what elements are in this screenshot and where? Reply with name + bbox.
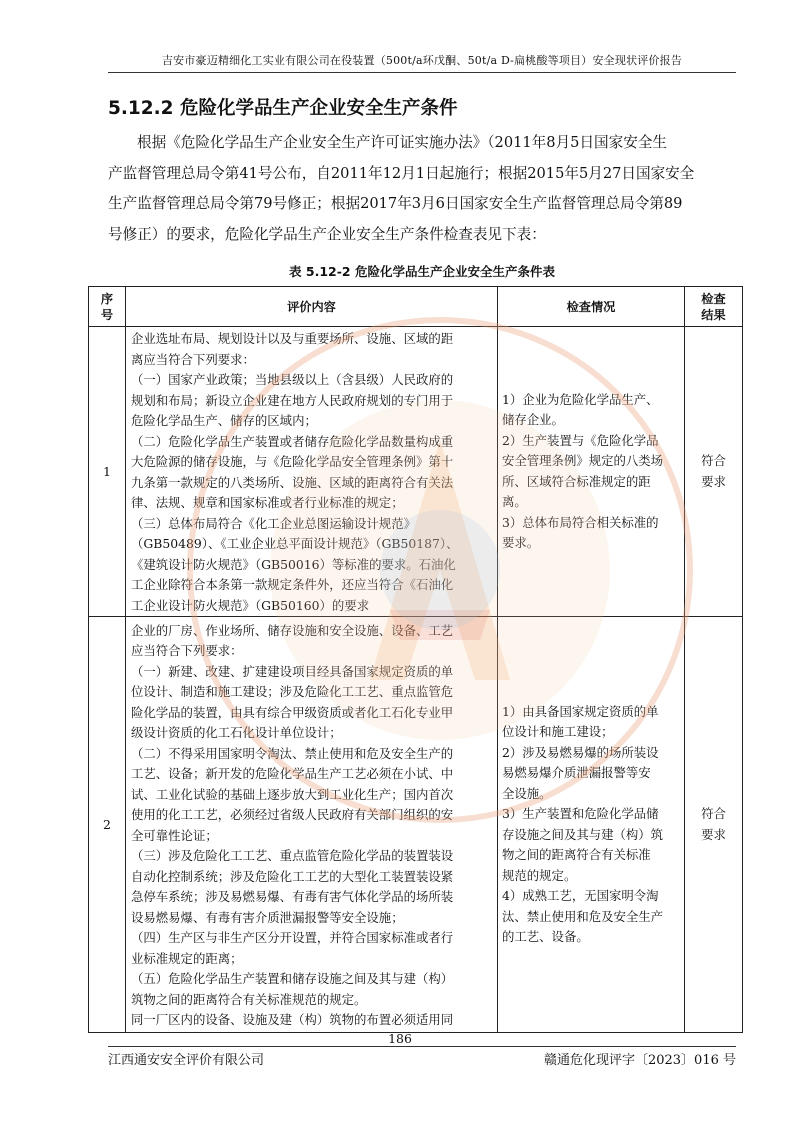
header-content: 评价内容 — [126, 287, 498, 327]
header-status: 检查情况 — [498, 287, 685, 327]
page-number: 186 — [388, 1031, 412, 1046]
status-line: 3）总体布局符合相关标准的 — [502, 514, 659, 530]
content-line: （一）新建、改建、扩建建设项目经具备国家规定资质的单 — [131, 663, 454, 679]
status-line: 存设施之间及其与建（构）筑 — [502, 826, 664, 842]
table-row — [89, 617, 743, 1033]
content-line: （一）国家产业政策；当地县级以上（含县级）人民政府的 — [131, 372, 454, 387]
status-line: 离。 — [502, 494, 527, 509]
status-line: 安全管理条例》规定的八类场 — [502, 453, 664, 468]
section-number: 5.12.2 — [108, 98, 174, 119]
content-line: 《建筑设计防火规范》（GB50016）等标准的要求。石油化 — [131, 556, 456, 572]
content-line: 急停车系统；涉及易燃易爆、有毒有害气体化学品的场所装 — [131, 889, 454, 904]
status-line: 4）成熟工艺，无国家明令淘 — [502, 888, 659, 903]
check-result: 符合要求 — [685, 327, 743, 617]
content-line: 筑物之间的距离符合有关标准规范的规定。 — [131, 991, 367, 1007]
status-line: 的工艺、设备。 — [502, 929, 589, 944]
section-heading — [108, 94, 458, 120]
footer-divider — [108, 1046, 736, 1047]
content-line: 自动化控制系统；涉及危险化工工艺的大型化工装置装设紧 — [131, 868, 454, 884]
content-line: 企业的厂房、作业场所、储存设施和安全设施、设备、工艺 — [131, 622, 454, 638]
status-line: 汰、禁止使用和危及安全生产 — [502, 908, 664, 924]
content-line: （二）危险化学品生产装置或者储存危险化学品数量构成重 — [131, 433, 454, 449]
footer-report-number: 赣通危化现评字〔2023〕016 号 — [543, 1053, 736, 1068]
content-line: 离应当符合下列要求： — [131, 351, 255, 367]
status-line: 易燃易爆介质泄漏报警等安 — [502, 765, 651, 780]
content-line: 设易燃易爆、有毒有害介质泄漏报警等安全设施； — [131, 909, 404, 925]
status-line: 1）企业为危险化学品生产、 — [502, 391, 659, 407]
status-line: 储存企业。 — [502, 412, 564, 427]
content-line: 九条第一款规定的八类场所、设施、区域的距离符合有关法 — [131, 474, 454, 490]
content-line: 大危险源的储存设施，与《危险化学品安全管理条例》第十 — [131, 454, 454, 469]
intro-line: 根据《危险化学品生产企业安全生产许可证实施办法》（2011年8月5日国家安全生 — [137, 134, 668, 151]
footer-company: 江西通安安全评价有限公司 — [108, 1053, 265, 1068]
content-line: 企业选址布局、规划设计以及与重要场所、设施、区域的距 — [131, 331, 454, 346]
content-line: 工艺、设备；新开发的危险化学品生产工艺必须在小试、中 — [131, 766, 454, 781]
table-row — [89, 327, 743, 617]
header-result: 检查结果 — [685, 287, 743, 327]
header-num: 序号 — [89, 287, 126, 327]
inspection-status — [498, 617, 685, 1033]
content-line: （五）危险化学品生产装置和储存设施之间及其与建（构） — [131, 971, 454, 986]
content-line: 危险化学品生产、储存的区域内； — [131, 413, 317, 428]
content-line: 使用的化工工艺，必须经过省级人民政府有关部门组织的安 — [131, 807, 454, 822]
safety-conditions-table — [88, 286, 743, 1033]
content-line: 同一厂区内的设备、设施及建（构）筑物的布置必须适用同 — [131, 1012, 454, 1027]
check-result: 符合要求 — [685, 617, 743, 1033]
content-line: 位设计、制造和施工建设；涉及危险化工工艺、重点监管危 — [131, 684, 454, 699]
intro-line: 号修正）的要求，危险化学品生产企业安全生产条件检查表见下表： — [108, 225, 546, 243]
content-line: 险化学品的装置，由具有综合甲级资质或者化工石化专业甲 — [131, 704, 454, 720]
content-line: 律、法规、规章和国家标准或者行业标准的规定； — [131, 495, 404, 510]
status-line: 位设计和施工建设； — [502, 724, 614, 739]
status-line: 要求。 — [502, 535, 540, 550]
evaluation-content — [126, 327, 498, 617]
intro-line: 产监督管理总局令第41号公布，自2011年12月1日起施行；根据2015年5月27日国家安全 — [108, 164, 695, 182]
status-line: 2）涉及易燃易爆的场所装设 — [502, 744, 659, 760]
content-line: 应当符合下列要求： — [131, 643, 243, 658]
content-line: （GB50489）、《工业企业总平面设计规范》（GB50187）、 — [131, 536, 459, 551]
status-line: 2）生产装置与《危险化学品 — [502, 432, 659, 448]
row-number: 1 — [89, 327, 126, 617]
table-caption: 表 5.12-2 危险化学品生产企业安全生产条件表 — [289, 264, 555, 279]
status-line: 物之间的距离符合有关标准 — [502, 847, 651, 862]
content-line: 工企业除符合本条第一款规定条件外，还应当符合《石油化 — [131, 577, 454, 592]
content-line: 规划和布局；新设立企业建在地方人民政府规划的专门用于 — [131, 392, 454, 408]
content-line: （三）涉及危险化工工艺、重点监管危险化学品的装置装设 — [131, 848, 454, 863]
running-header: 吉安市豪迈精细化工实业有限公司在役装置（500t/a环戊酮、50t/a D-扁桃酸等项目）安全现状评价报告 — [108, 52, 736, 73]
status-line: 所、区域符合标准规定的距 — [502, 473, 651, 489]
status-line: 3）生产装置和危险化学品储 — [502, 806, 659, 821]
intro-line: 生产监督管理总局令第79号修正；根据2017年3月6日国家安全生产监督管理总局令第89 — [108, 195, 683, 212]
content-line: （三）总体布局符合《化工企业总图运输设计规范》 — [131, 515, 416, 531]
evaluation-content — [126, 617, 498, 1033]
content-line: 试、工业化试验的基础上逐步放大到工业化生产；国内首次 — [131, 786, 454, 802]
content-line: 全可靠性论证； — [131, 827, 218, 843]
content-line: （二）不得采用国家明令淘汰、禁止使用和危及安全生产的 — [131, 745, 454, 761]
status-line: 规范的规定。 — [502, 867, 577, 883]
content-line: 级设计资质的化工石化设计单位设计； — [131, 725, 342, 740]
section-title: 危险化学品生产企业安全生产条件 — [180, 98, 458, 119]
content-line: 业标准规定的距离； — [131, 950, 243, 966]
status-line: 全设施。 — [502, 785, 552, 801]
content-line: 工企业设计防火规范》（GB50160）的要求 — [131, 597, 370, 613]
table-header-row — [89, 287, 743, 327]
row-number: 2 — [89, 617, 126, 1033]
content-line: （四）生产区与非生产区分开设置，并符合国家标准或者行 — [131, 930, 454, 945]
status-line: 1）由具备国家规定资质的单 — [502, 703, 659, 719]
intro-paragraph — [108, 128, 736, 250]
inspection-status — [498, 327, 685, 617]
